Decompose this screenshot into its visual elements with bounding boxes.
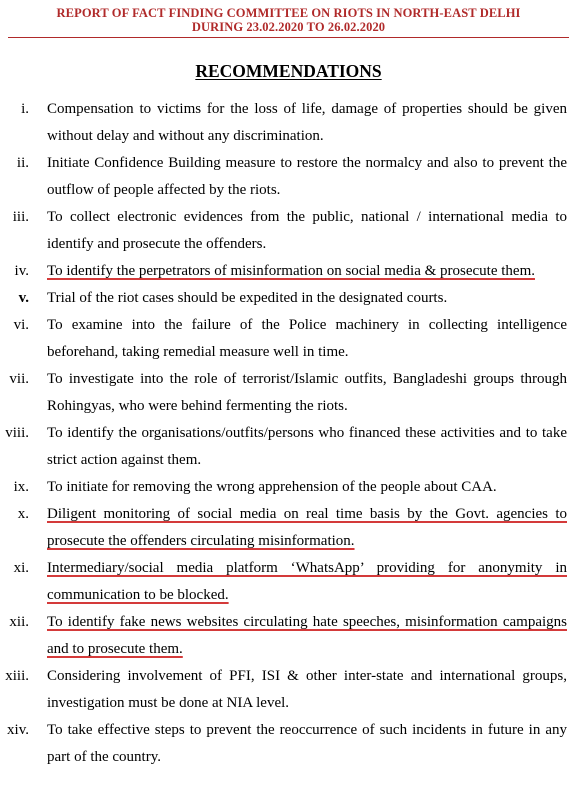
item-number: vii.: [9, 371, 29, 387]
item-number: ii.: [16, 155, 29, 171]
item-text: Considering involvement of PFI, ISI & other inter-state and international groups, investigation must be done at NIA level.: [47, 668, 567, 711]
list-item: [0, 204, 577, 258]
list-item: [0, 285, 577, 312]
item-text: To collect electronic evidences from the public, national / international media to identify and prosecute the offenders.: [47, 209, 567, 252]
item-text: Initiate Confidence Building measure to restore the normalcy and also to prevent the outflow of people affected by the riots.: [47, 155, 567, 198]
item-number: xiv.: [7, 722, 29, 738]
recommendations-list: [0, 96, 577, 771]
list-item: [0, 366, 577, 420]
header-divider: [8, 37, 569, 38]
list-item: [0, 717, 577, 771]
item-number: ix.: [13, 479, 29, 495]
item-text-underlined: Intermediary/social media platform ‘WhatsApp’ providing for anonymity in communication to be blocked.: [47, 560, 567, 603]
list-item: [0, 96, 577, 150]
item-text: Compensation to victims for the loss of life, damage of properties should be given without delay and without any discrimination.: [47, 101, 567, 144]
list-item: [0, 474, 577, 501]
item-number: x.: [17, 506, 29, 522]
item-text: To examine into the failure of the Police machinery in collecting intelligence beforehand, taking remedial measure well in time.: [47, 317, 567, 360]
item-number: v.: [18, 290, 29, 306]
list-item: [0, 258, 577, 285]
list-item: [0, 555, 577, 609]
item-number: vi.: [13, 317, 29, 333]
list-item: [0, 150, 577, 204]
report-header: [0, 6, 577, 34]
item-text: To investigate into the role of terrorist/Islamic outfits, Bangladeshi groups through Rohingyas, who were behind fermenting the riots.: [47, 371, 567, 414]
item-text-underlined: Diligent monitoring of social media on real time basis by the Govt. agencies to prosecute the offenders circulating misinformation.: [47, 506, 567, 549]
item-text: Trial of the riot cases should be expedited in the designated courts.: [47, 290, 448, 306]
list-item: [0, 501, 577, 555]
item-text: To identify the organisations/outfits/persons who financed these activities and to take strict action against them.: [47, 425, 567, 468]
item-number: xi.: [13, 560, 29, 576]
page-title: RECOMMENDATIONS: [195, 61, 382, 81]
item-text-underlined: To identify the perpetrators of misinformation on social media & prosecute them.: [47, 263, 535, 279]
item-number: i.: [21, 101, 29, 117]
item-number: xiii.: [5, 668, 29, 684]
item-number: iv.: [14, 263, 29, 279]
item-number: iii.: [12, 209, 29, 225]
list-item: [0, 663, 577, 717]
item-number: xii.: [9, 614, 29, 630]
list-item: [0, 609, 577, 663]
item-number: viii.: [5, 425, 29, 441]
list-item: [0, 420, 577, 474]
report-header-line-2: DURING 23.02.2020 TO 26.02.2020: [191, 20, 386, 34]
item-text: To take effective steps to prevent the reoccurrence of such incidents in future in any part of the country.: [47, 722, 567, 765]
item-text: To initiate for removing the wrong apprehension of the people about CAA.: [47, 479, 497, 495]
report-header-line-1: REPORT OF FACT FINDING COMMITTEE ON RIOTS IN NORTH-EAST DELHI: [56, 6, 521, 20]
item-text-underlined: To identify fake news websites circulating hate speeches, misinformation campaigns and to prosecute them.: [47, 614, 567, 657]
list-item: [0, 312, 577, 366]
